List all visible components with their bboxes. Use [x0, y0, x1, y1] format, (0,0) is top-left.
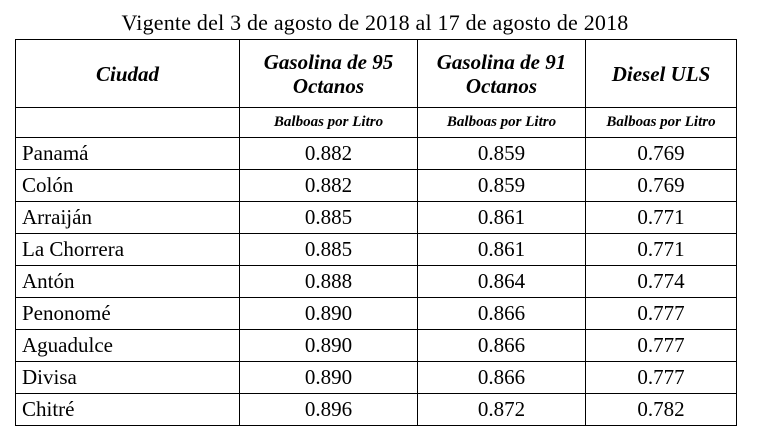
city-cell: Panamá [16, 138, 240, 170]
page-title: Vigente del 3 de agosto de 2018 al 17 de agosto de 2018 [121, 10, 629, 35]
table-row [16, 362, 737, 394]
price-cell-gasolina-91: 0.866 [418, 362, 586, 394]
price-cell-gasolina-91: 0.864 [418, 266, 586, 298]
price-cell-diesel-uls: 0.777 [586, 362, 737, 394]
price-cell-gasolina-95: 0.896 [240, 394, 418, 426]
price-cell-gasolina-95: 0.890 [240, 298, 418, 330]
table-row [16, 202, 737, 234]
city-cell: Aguadulce [16, 330, 240, 362]
price-cell-gasolina-91: 0.859 [418, 170, 586, 202]
price-cell-gasolina-95: 0.882 [240, 138, 418, 170]
price-cell-diesel-uls: 0.777 [586, 330, 737, 362]
unit-cell-diesel-uls: Balboas por Litro [586, 108, 737, 138]
city-cell: Antón [16, 266, 240, 298]
column-header-gasolina-91: Gasolina de 91 Octanos [418, 40, 586, 108]
price-cell-diesel-uls: 0.769 [586, 170, 737, 202]
price-cell-gasolina-91: 0.861 [418, 234, 586, 266]
price-cell-gasolina-95: 0.888 [240, 266, 418, 298]
price-cell-diesel-uls: 0.771 [586, 202, 737, 234]
price-cell-gasolina-95: 0.890 [240, 330, 418, 362]
unit-cell-ciudad [16, 108, 240, 138]
table-row [16, 234, 737, 266]
column-header-gasolina-95: Gasolina de 95 Octanos [240, 40, 418, 108]
table-row [16, 266, 737, 298]
table-row [16, 138, 737, 170]
price-cell-diesel-uls: 0.769 [586, 138, 737, 170]
column-header-ciudad: Ciudad [16, 40, 240, 108]
unit-cell-gasolina-91: Balboas por Litro [418, 108, 586, 138]
city-cell: La Chorrera [16, 234, 240, 266]
city-cell: Chitré [16, 394, 240, 426]
price-cell-diesel-uls: 0.771 [586, 234, 737, 266]
table-row [16, 330, 737, 362]
unit-cell-gasolina-95: Balboas por Litro [240, 108, 418, 138]
price-cell-gasolina-95: 0.882 [240, 170, 418, 202]
price-cell-gasolina-91: 0.861 [418, 202, 586, 234]
city-cell: Penonomé [16, 298, 240, 330]
price-cell-diesel-uls: 0.777 [586, 298, 737, 330]
price-cell-gasolina-95: 0.885 [240, 202, 418, 234]
price-cell-gasolina-95: 0.885 [240, 234, 418, 266]
fuel-price-table [15, 39, 737, 426]
price-cell-diesel-uls: 0.774 [586, 266, 737, 298]
table-row [16, 170, 737, 202]
table-unit-row [16, 108, 737, 138]
price-cell-gasolina-91: 0.866 [418, 330, 586, 362]
price-cell-diesel-uls: 0.782 [586, 394, 737, 426]
price-cell-gasolina-95: 0.890 [240, 362, 418, 394]
table-header-row [16, 40, 737, 108]
price-cell-gasolina-91: 0.859 [418, 138, 586, 170]
city-cell: Arraiján [16, 202, 240, 234]
column-header-diesel-uls: Diesel ULS [586, 40, 737, 108]
price-cell-gasolina-91: 0.872 [418, 394, 586, 426]
city-cell: Colón [16, 170, 240, 202]
price-cell-gasolina-91: 0.866 [418, 298, 586, 330]
city-cell: Divisa [16, 362, 240, 394]
table-row [16, 298, 737, 330]
